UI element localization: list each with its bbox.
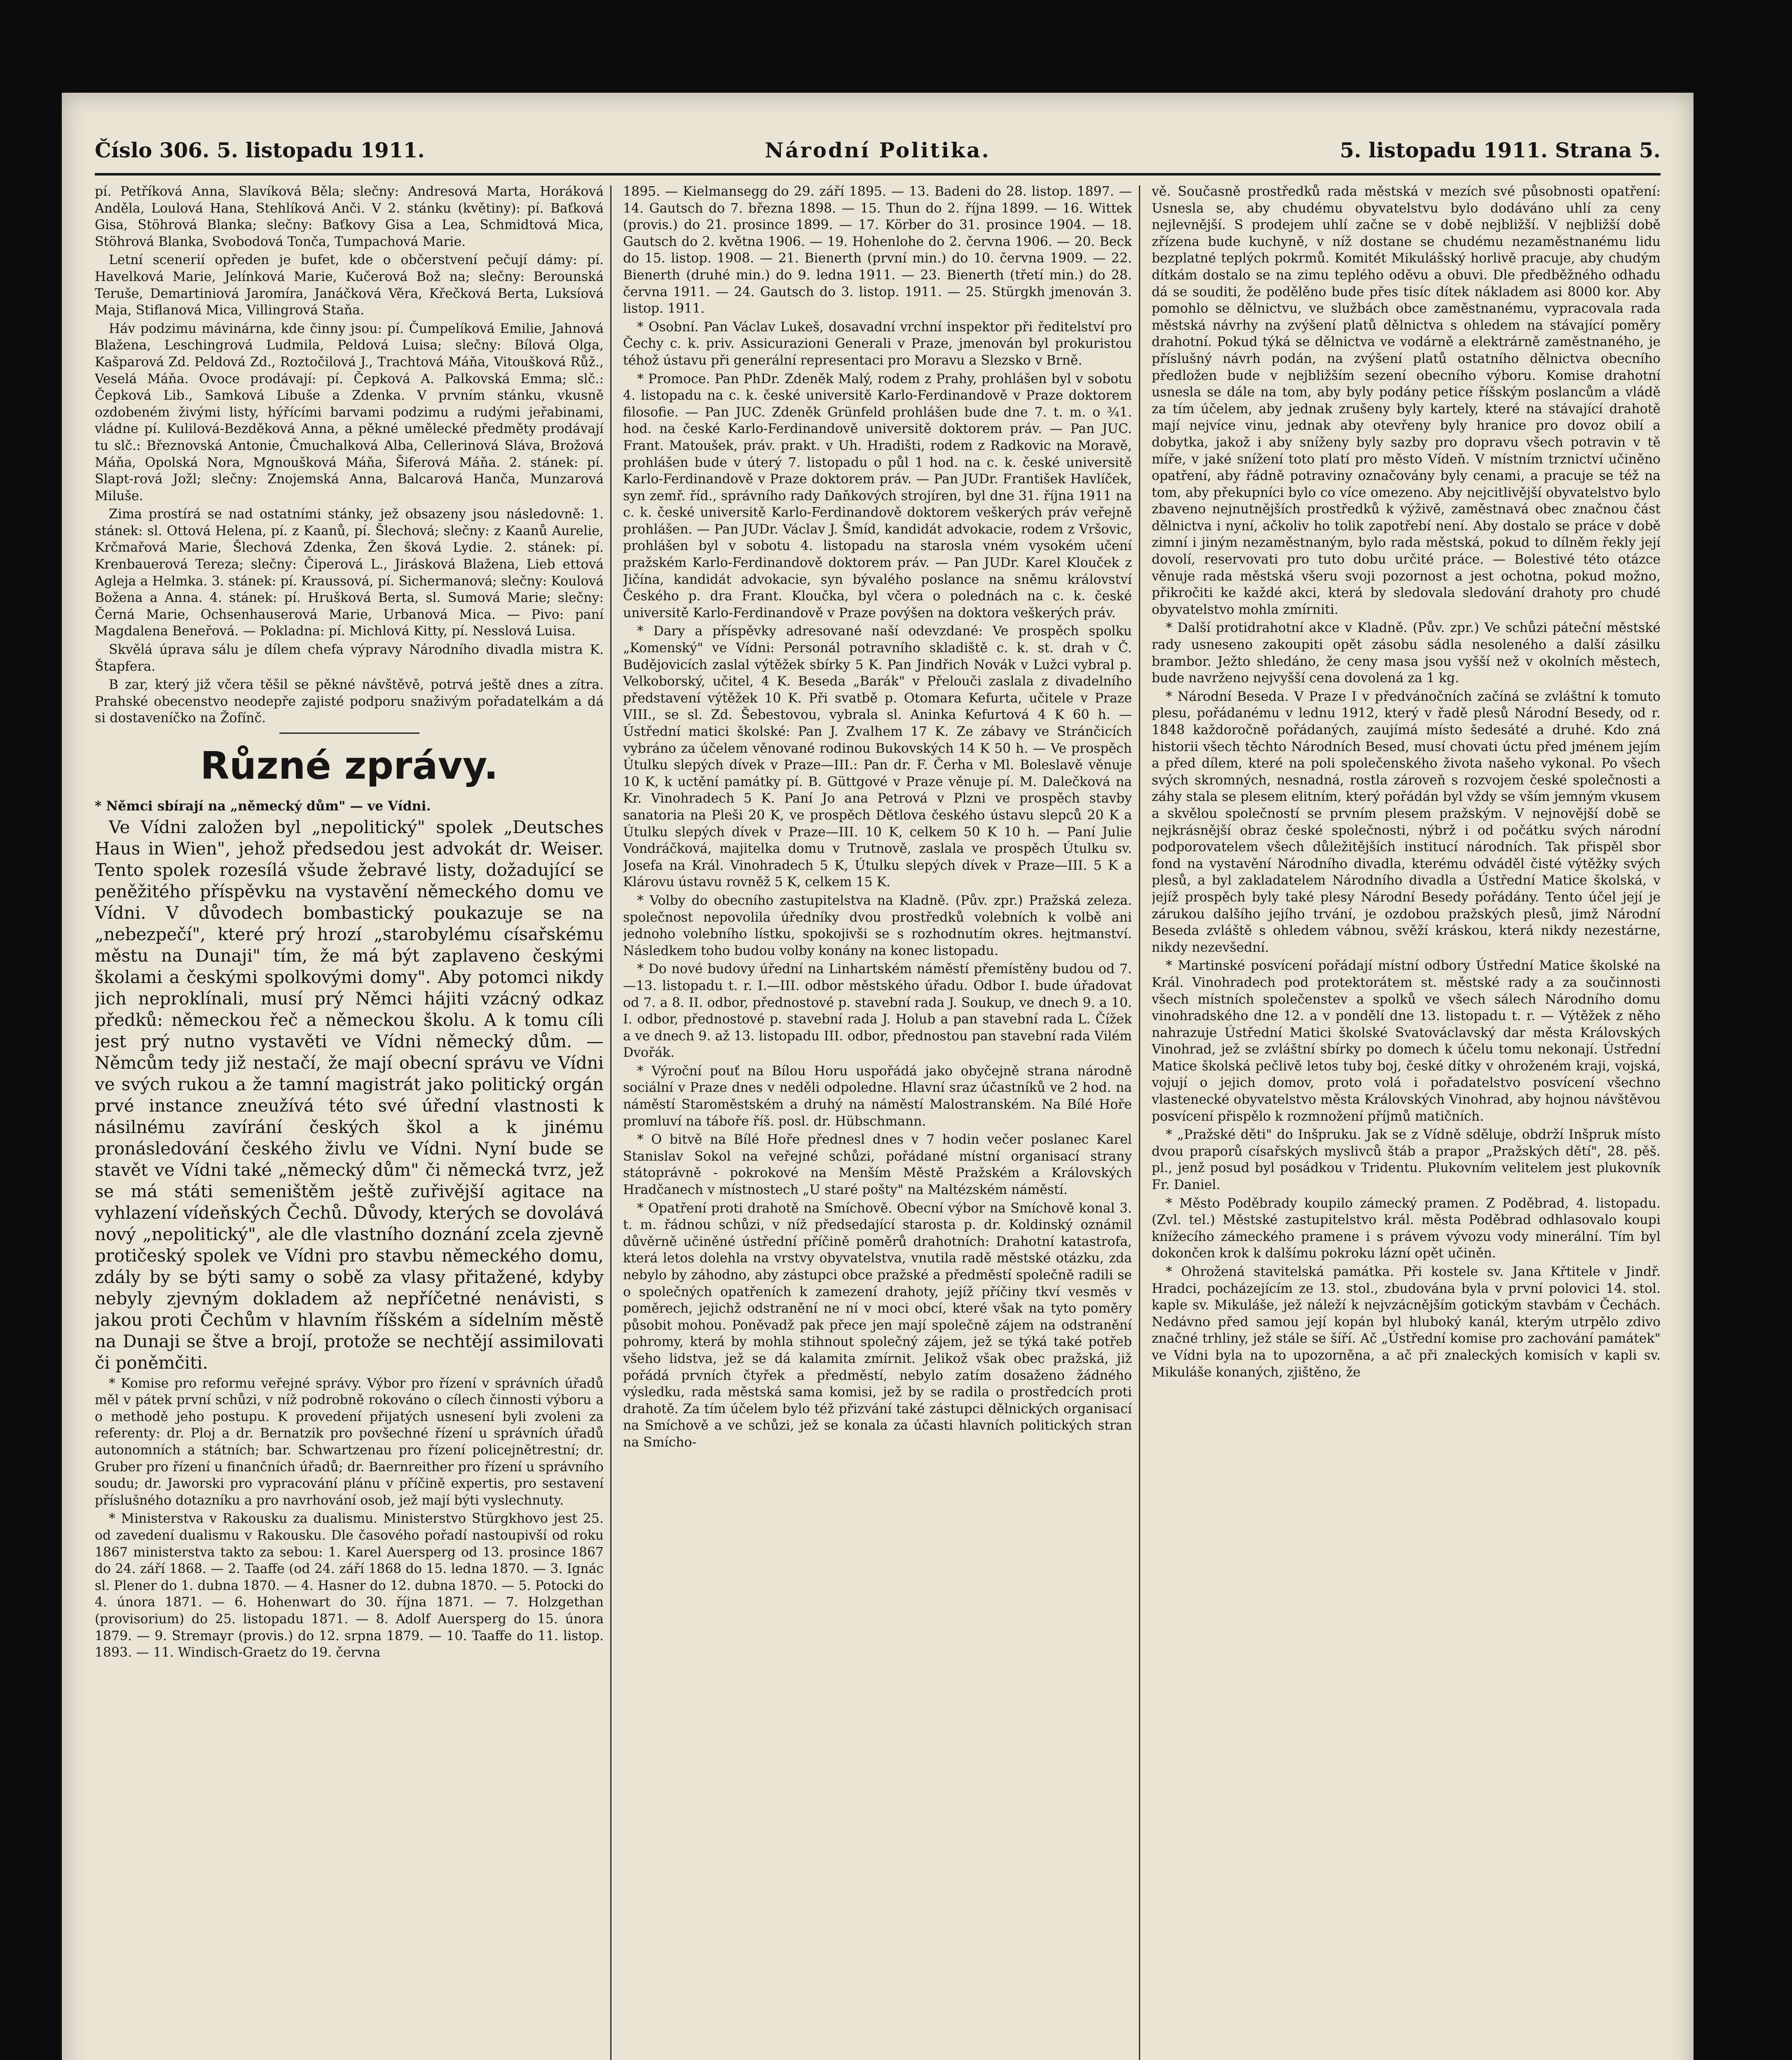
issue-date-left: Číslo 306. 5. listopadu 1911. — [95, 138, 425, 162]
header-rule — [95, 173, 1661, 176]
article-paragraph: * „Pražské děti" do Inšpruku. Jak se z Vídně sděluje, obdrží Inšpruk místo dvou praporů císařských myslivců štáb a prapor „Pražských dětí", 28. pěš. pl., jenž posud byl posádkou v Tridentu. Plukovním velitelem jest plukovník Fr. Daniel. — [1152, 1127, 1661, 1193]
article-paragraph: * Promoce. Pan PhDr. Zdeněk Malý, rodem z Prahy, prohlášen byl v sobotu 4. listopadu na c. k. české universitě Karlo-Ferdinandově v Praze doktorem filosofie. — Pan JUC. Zdeněk Grünfeld prohlášen bude dne 7. t. m. o ¾1. hod. na české Karlo-Ferdinandově universitě doktorem práv. — Pan JUC. Frant. Matoušek, práv. prakt. v Uh. Hradišti, rodem z Radkovic na Moravě, prohlášen bude v úterý 7. listopadu o půl 1 hod. na c. k. české universitě Karlo-Ferdinandově v Praze doktorem práv. — Pan JUDr. František Havlíček, syn zemř. říd., správního rady Daňkových strojíren, byl dne 31. října 1911 na c. k. české universitě Karlo-Ferdinandově doktorem veškerých práv veřejně prohlášen. — Pan JUDr. Václav J. Šmíd, kandidát advokacie, rodem z Vršovic, prohlášen byl v sobotu 4. listopadu na starosla vném vysokém učení pražském Karlo-Ferdinandově doktorem práv. — Pan JUDr. Karel Klouček z Jičína, kandidát advokacie, syn bývalého poslance na sněmu království Českého p. dra Frant. Kloučka, byl včera o polednách na c. k. české universitě Karlo-Ferdinandově v Praze povýšen na doktora veškerých práv. — [623, 371, 1132, 620]
article-lead — [95, 798, 604, 815]
article-paragraph: Háv podzimu mávinárna, kde činny jsou: pí. Čumpelíková Emilie, Jahnová Blažena, Leschingrová Ludmila, Peldová Luisa; slečny: Bílová Olga, Kašparová Zd. Peldová Zd., Roztočilová J., Trachtová Máňa, Vitoušková Růž., Veselá Máňa. Ovoce prodávají: pí. Čepková A. Palkovská Emma; slč.: Čepková Lib., Samková Libuše a Zdenka. V prvním stánku, vkusně ozdobeném živými listy, hýřícími barvami podzimu a rudými jeřabinami, vládne pí. Kulilová-Bezděková Anna, a pěkné umělecké předměty prodávají tu slč.: Březnovská Antonie, Čmuchalková Alba, Cellerinová Sláva, Brožová Máňa, Opolská Nora, Mgnoušková Máňa, Šiferová Máňa. 2. stánek: pí. Slapt-rová Jožl; slečny: Znojemská Anna, Balcarová Hanča, Munzarová Miluše. — [95, 321, 604, 503]
column-divider — [1139, 185, 1140, 2060]
article-paragraph: 1895. — Kielmansegg do 29. září 1895. — 13. Badeni do 28. listop. 1897. — 14. Gautsch do 7. března 1898. — 15. Thun do 2. října 1899. — 16. Wittek (provis.) do 21. prosince 1899. — 17. Körber do 31. prosince 1904. — 18. Gautsch do 2. května 1906. — 19. Hohenlohe do 2. června 1906. — 20. Beck do 15. listop. 1908. — 21. Bienerth (první min.) do 10. června 1909. — 22. Bienerth (druhé min.) do 9. ledna 1911. — 23. Bienerth (třetí min.) do 28. června 1911. — 24. Gautsch do 3. listop. 1911. — 25. Stürgkh jmenován 3. listop. 1911. — [623, 184, 1132, 316]
article-paragraph: Ve Vídni založen byl „nepolitický" spolek „Deutsches Haus in Wien", jehož předsedou jest advokát dr. Weiser. Tento spolek rozesílá všude žebravé listy, dožadující se peněžitého příspěvku na vystavění německého domu ve Vídni. V důvodech bombastický poukazuje se na „nebezpečí", které prý hrozí „starobylému císařskému městu na Dunaji" tím, že má být zaplaveno českými školami a českými spolkovými domy". Aby potomci nikdy jich neproklínali, musí prý Němci hájiti vzácný odkaz předků: německou řeč a německou školu. A k tomu cíli jest prý nutno vystavěti ve Vídni německý dům. — Němcům tedy již nestačí, že mají obecní správu ve Vídni ve svých rukou a že tamní magistrát jako politický orgán prvé instance zneužívá této své úřední vlastnosti k násilnému zavírání českých škol a k jinému pronásledování českého živlu ve Vídni. Nyní bude se stavět ve Vídni také „německý dům" či německá tvrz, jež se má státi semeništěm ještě zuřivější agitace na vyhlazení vídeňských Čechů. Důvody, kterých se dovolává nový „nepolitický", ale dle vlastního doznání zcela zjevně protičeský spolek ve Vídni pro stavbu německého domu, zdály by se býti samy o sobě za vlasy přitažené, kdyby nebyly zjevným dokladem až nepříčetné nenávisti, s jakou proti Čechům v hlavním říšském a sídelním městě na Dunaji se štve a brojí, protože se nechtějí assimilovati či poněmčiti. — [95, 817, 604, 1373]
column-divider — [610, 185, 611, 2060]
article-paragraph: * O bitvě na Bílé Hoře přednesl dnes v 7 hodin večer poslanec Karel Stanislav Sokol na veřejné schůzi, pořádané místní organisací strany státoprávně - pokrokové na Menším Městě Pražském a Královských Hradčanech v místnostech „U staré pošty" na Maltézském náměstí. — [623, 1132, 1132, 1198]
article-paragraph: Skvělá úprava sálu je dílem chefa výpravy Národního divadla mistra K. Štapfera. — [95, 642, 604, 674]
article-paragraph: * Ministerstva v Rakousku za dualismu. Ministerstvo Stürgkhovo jest 25. od zavedení dualismu v Rakousku. Dle časového pořadí nastoupivší od roku 1867 ministerstva takto za sebou: 1. Karel Auersperg od 13. prosince 1867 do 24. září 1868. — 2. Taaffe (od 24. září 1868 do 15. ledna 1870. — 3. Ignác sl. Plener do 1. dubna 1870. — 4. Hasner do 12. dubna 1870. — 5. Potocki do 4. února 1871. — 6. Hohenwart do 30. října 1871. — 7. Holzgethan (provisorium) do 25. listopadu 1871. — 8. Adolf Auersperg do 15. února 1879. — 9. Stremayr (provis.) do 12. srpna 1879. — 10. Taaffe do 11. listop. 1893. — 11. Windisch-Graetz do 19. června — [95, 1511, 604, 1660]
section-rule — [279, 733, 419, 734]
article-paragraph: vě. Současně prostředků rada městská v mezích své působnosti opatření: Usnesla se, aby chudému obyvatelstvu bylo dodáváno uhlí za ceny nejlevnější. S prodejem uhlí začne se v době nejbližší. V nejbližší době zřízena bude kuchyně, v níž dostane se chudému nezaměstnanému lidu bezplatné teplých pokrmů. Komitét Mikulášský horlivě pracuje, aby chudým dítkám dostalo se na zimu teplého oděvu a obuvi. Dle předběžného odhadu dá se souditi, že podělěno bude přes tisíc dítek nákladem asi 8000 kor. Aby pomohlo se dělnictvu, ve službách obce zaměstnanému, vypracovala rada městská návrhy na zvýšení platů dělnictva s ohledem na stávající poměry drahotní. Pokud týká se dělnictva ve vodárně a elektrárně zaměstnaného, je příslušný návrh podán, na zvýšení platů ostatního dělnictva obecního předložen bude v nejbližším sezení obecního výboru. Komise drahotní usnesla se dále na tom, aby byly podány petice říšským poslancům a vládě za tím účelem, aby jednak zrušeny byly kartely, které na stávající drahotě mají nejvíce vinu, jednak aby otevřeny byly hranice pro dovoz obilí a dobytka, jakož i aby sníženy byly sazby pro dopravu všech potravin v tě míře, v jaké snížení toto platí pro město Vídeň. V místním trznictví učiněno opatření, aby řádně potraviny označovány byly cenami, a pracuje se též na tom, aby překupníci bylo co více omezeno. Aby nejcitlivější obyvatelstvo bylo zbaveno nejnutnějších prostředků k výživě, zaměstnavá obec značnou část dělnictva i nyní, ačkoliv ho tolik zapotřebí není. Aby dostalo se práce v době zimní i jiným nezaměstnaným, bylo rada městská, pokud to dílněm řekly její dovolí, reservovati pro tuto dobu určité práce. — Bolestivé této otázce věnuje rada městská všeru svoji pozornost a jest ochotna, pokud možno, přikročiti ke každé akci, která by sledovala sledování drahoty pro chudé obyvatelstvo mohla zmírniti. — [1152, 184, 1661, 617]
newspaper-page — [62, 93, 1694, 2060]
article-paragraph: * Opatření proti drahotě na Smíchově. Obecní výbor na Smíchově konal 3. t. m. řádnou schůzi, v níž předsedající starosta p. dr. Koldinský oznámil důvěrně učiněné ústřední příčině poměrů drahotních: Drahotní katastrofa, která letos dolehla na vrstvy obyvatelstva, vnutila radě městské otázku, zda nebylo by záhodno, aby zástupci obce pražské a předměstí společně radili se o společných opatřeních k zamezení drahoty, jejíž příčiny tkví vesměs v poměrech, jejichž odstranění ne ní v moci obcí, které však na tyto poměry působit mohou. Poněvadž pak přece jen mají společně zájem na odstranění pohromy, která by mohla stihnout společný zájem, jež se týká také potřeb všeho lidstva, jež se dá kalamita zmírnit. Jelikož však obec pražská, již pořádá prvních čtyřek a předměstí, nebylo zatím dosaženo žádného výsledku, rada městská sama komisi, jež by se radila o prostředcích proti drahotě. Za tím účelem bylo též přizvání také zástupci dělnických organisací na Smíchově a ve schůzi, jež se konala za účasti hlavních politických stran na Smícho- — [623, 1201, 1132, 1450]
page-header — [95, 138, 1661, 167]
article-paragraph: * Osobní. Pan Václav Lukeš, dosavadní vrchní inspektor při ředitelství pro Čechy c. k. priv. Assicurazioni Generali v Praze, jmenován byl prokuristou téhož ústavu při generální representaci pro Moravu a Slezsko v Brně. — [623, 319, 1132, 368]
article-paragraph: * Dary a příspěvky adresované naší odevzdané: Ve prospěch spolku „Komenský" ve Vídni: Personál potravního skladiště c. k. st. drah v Č. Budějovicích zaslal výtěžek sbírky 5 K. Pan Jindřich Novák v Lužci vybral p. Velkoborský, učitel, 4 K. Beseda „Barák" v Přelouči zaslala z divadelního představení výtěžek 10 K. Při svatbě p. Otomara Kefurta, učitele v Praze VIII., se sl. Zd. Šebestovou, vybrala sl. Aninka Kefurtová 4 K 60 h. — Ústřední matici školské: Pan J. Zvalhem 17 K. Ze zábavy ve Stránčicích vybráno za účelem věnované rodinou Bukovských 14 K 50 h. — Ve prospěch Útulku slepých dívek v Praze—III.: Pan dr. F. Čerha v Ml. Boleslavě věnuje 10 K, k uctění památky pí. B. Güttgové v Praze věnuje pí. M. Dalečková na Kr. Vinohradech 5 K. Paní Jo ana Petrová v Plzni ve prospěch stavby sanatoria na Pleši 20 K, ve prospěch Dětlova českého ústavu slepců 20 K a Útulku slepých dívek v Praze—III. 10 K, celkem 50 K 10 h. — Paní Julie Vondráčková, majitelka domu v Trutnově, zaslala ve prospěch Útulku sv. Josefa na Král. Vinohradech 5 K, Útulku slepých dívek v Praze—III. 5 K a Klárovu ústavu rovněž 5 K, celkem 15 K. — [623, 624, 1132, 890]
article-paragraph: * Martinské posvícení pořádají místní odbory Ústřední Matice školské na Král. Vinohradech pod protektorátem st. městské rady a za součinnosti všech místních společenstev a spolků ve všech sálech Národního domu vinohradského dne 12. a v pondělí dne 13. listopadu t. r. — Výtěžek z něho nahrazuje Ústřední Matici školské Svatováclavský dar města Královských Vinohrad, jež se zvláštní sbírky po domech k účelu tomu nekonají. Ústřední Matice školská pečlivě letos tuby boj, české dítky v ohroženém kraji, vojská, vojují o jejich domov, proto volá i pořadatelstvo posvícení všechno vlastenecké obyvatelstvo města Královských Vinohrad, aby hojnou návštěvou posvícení přispělo k rozmnožení příjmů matičních. — [1152, 958, 1661, 1124]
article-headline: * Němci sbírají na „německý dům" — ve Vídni. — [95, 798, 431, 814]
column-1 — [95, 183, 604, 2060]
column-2 — [623, 183, 1132, 2060]
article-paragraph: * Ohrožená stavitelská památka. Při kostele sv. Jana Křtitele v Jindř. Hradci, pocházejícím ze 13. stol., zbudována byla v první polovici 14. stol. kaple sv. Mikuláše, jež náleží k nejvzácnějším gotickým stavbám v Čechách. Nedávno před samou její kopán byl hluboký kanál, kterým utrpělo zdivo značné trhliny, jež stále se šíří. Ač „Ústřední komise pro zachování památek" ve Vídni byla na to upozorněna, a ač při znaleckých komisích v kapli sv. Mikuláše konaných, zjištěno, že — [1152, 1264, 1661, 1380]
article-paragraph: * Komise pro reformu veřejné správy. Výbor pro řízení v správních úřadů měl v pátek první schůzi, v níž podrobně rokováno o cílech činnosti výboru a o methodě jeho postupu. K provedení přijatých usnesení byli zvoleni za referenty: dr. Ploj a dr. Bernatzik pro povšechné řízení u správních úřadů autonomních a státních; bar. Schwartzenau pro řízení policejnětrestní; dr. Gruber pro řízení u finančních úřadů; dr. Baernreither pro řízení u správního soudu; dr. Jaworski pro vypracování plánu v příčině expertis, pro sestavení příslušného dotazníku a pro navrhování osob, jež mají býti vyslechnuty. — [95, 1376, 604, 1508]
article-paragraph: * Národní Beseda. V Praze I v předvánočních začíná se zvláštní k tomuto plesu, pořádanému v lednu 1912, který v řadě plesů Národní Besedy, od r. 1848 každoročně pořádaných, zaujímá místo šedesáté a druhé. Kdo zná historii všech těchto Národních Besed, musí chovati úctu před jménem jejím a před dílem, které na poli společenského života našeho vykonal. Po všech svých skromných, nesnadná, rostla zároveň s rozvojem české společnosti a záhy stala se plesem elitním, který pořádán byl vždy se vším jemným vkusem a skvělou společností se prvním plesem pražským. V nejnovější době se nejkrásnější obraz české společnosti, nýbrž i od počátku svých národní podporovatelem všech důležitějších institucí národních. Tak přispěl sbor fond na vystavění Národního divadla, kterému odváděl čisté výtěžky svých plesů, a byl zakladatelem Národního divadla a Ústřední Matice školská, v jejíž prospěch byly také plesy Národní Besedy pořádány. Tento účel její je zárukou dalšího jejího trvání, je ozdobou pražských plesů, jimž Národní Beseda zvláště s ohledem vábnou, svěží kráskou, která nikdy nezestárne, nikdy nezevšední. — [1152, 689, 1661, 955]
page-number-right: 5. listopadu 1911. Strana 5. — [1340, 138, 1661, 162]
article-paragraph: * Další protidrahotní akce v Kladně. (Pův. zpr.) Ve schůzi páteční městské rady usneseno zakoupiti opět zásobu sádla nesoleného a další zásilku brambor. Ježto shledáno, že ceny masa jsou vyšší než v okolních městech, bude navrženo nejvyšší cena dovolená za 1 kg. — [1152, 620, 1661, 686]
masthead: Národní Politika. — [765, 138, 991, 162]
column-3 — [1152, 183, 1661, 2060]
article-paragraph: * Do nové budovy úřední na Linhartském náměstí přemístěny budou od 7.—13. listopadu t. r. I.—III. odbor městského úřadu. Odbor I. bude úřadovat od 7. a 8. II. odbor, přednostové p. stavební rada J. Soukup, ve dnech 9. a 10. I. odbor, přednostové p. stavební rada J. Holub a pan stavební rada L. Čížek a ve dnech 9. až 13. listopadu III. odbor, přednostou pan stavební rada Vilém Dvořák. — [623, 962, 1132, 1060]
article-paragraph: pí. Petříková Anna, Slavíková Běla; slečny: Andresová Marta, Horáková Anděla, Loulová Hana, Stehlíková Anči. V 2. stánku (květiny): pí. Baťková Gisa, Stöhrová Blanka; slečny: Baťkovy Gisa a Lea, Schmidtová Mica, Stöhrová Blanka, Svobodová Tonča, Tumpachová Marie. — [95, 184, 604, 249]
article-paragraph: Zima prostírá se nad ostatními stánky, jež obsazeny jsou následovně: 1. stánek: sl. Ottová Helena, pí. z Kaanů, pí. Šlechová; slečny: z Kaanů Aurelie, Krčmařová Marie, Šlechová Zdenka, Žen šková Lydie. 2. stánek: pí. Krenbauerová Tereza; slečny: Čiperová L., Jirásková Blažena, Lieb ettová Agleja a Helmka. 3. stánek: pí. Kraussová, pí. Sichermanová; slečny: Koulová Božena a Anna. 4. stánek: pí. Hrušková Berta, sl. Sumová Marie; slečny: Černá Marie, Ochsenhauserová Marie, Urbanová Mica. — Pivo: paní Magdalena Beneřová. — Pokladna: pí. Michlová Kitty, pí. Nesslová Luisa. — [95, 507, 604, 639]
section-title: Různé zprávy. — [200, 744, 499, 788]
article-paragraph: B zar, který již včera těšil se pěkné návštěvě, potrvá ještě dnes a zítra. Prahské obecenstvo neodepře zajisté podporu snaživým pořadatelkám a dá si dostaveníčko na Žofínč. — [95, 677, 604, 726]
article-paragraph: * Město Poděbrady koupilo zámecký pramen. Z Poděbrad, 4. listopadu. (Zvl. tel.) Městské zastupitelstvo král. města Poděbrad odhlasovalo koupi knížecího zámeckého pramene i s právem vývozu vody minerální. Tím byl dokončen krok k dalšímu pokroku lázní opět učiněn. — [1152, 1196, 1661, 1261]
article-paragraph: * Volby do obecního zastupitelstva na Kladně. (Pův. zpr.) Pražská zeleza. společnost nepovolila úředníky dvou prostředků volebních k volbě ani jednoho volebního lístku, spokojivši se s rozhodnutím okres. hejtmanství. Následkem toho budou volby konány na konec listopadu. — [623, 893, 1132, 958]
article-paragraph: * Výroční pouť na Bílou Horu uspořádá jako obyčejně strana národně sociální v Praze dnes v neděli odpoledne. Hlavní sraz účastníků ve 2 hod. na náměstí Staroměstském a druhý na náměstí Malostranském. Na Bílé Hoře promluví na táboře říš. posl. dr. Hübschmann. — [623, 1063, 1132, 1129]
article-paragraph: Letní scenerií opředen je bufet, kde o občerstvení pečují dámy: pí. Havelková Marie, Jelínková Marie, Kučerová Bož na; slečny: Berounská Teruše, Demartiniová Jaromíra, Janáčková Věra, Křečková Berta, Luksíová Maja, Stiflanová Mica, Villingrová Staňa. — [95, 253, 604, 318]
